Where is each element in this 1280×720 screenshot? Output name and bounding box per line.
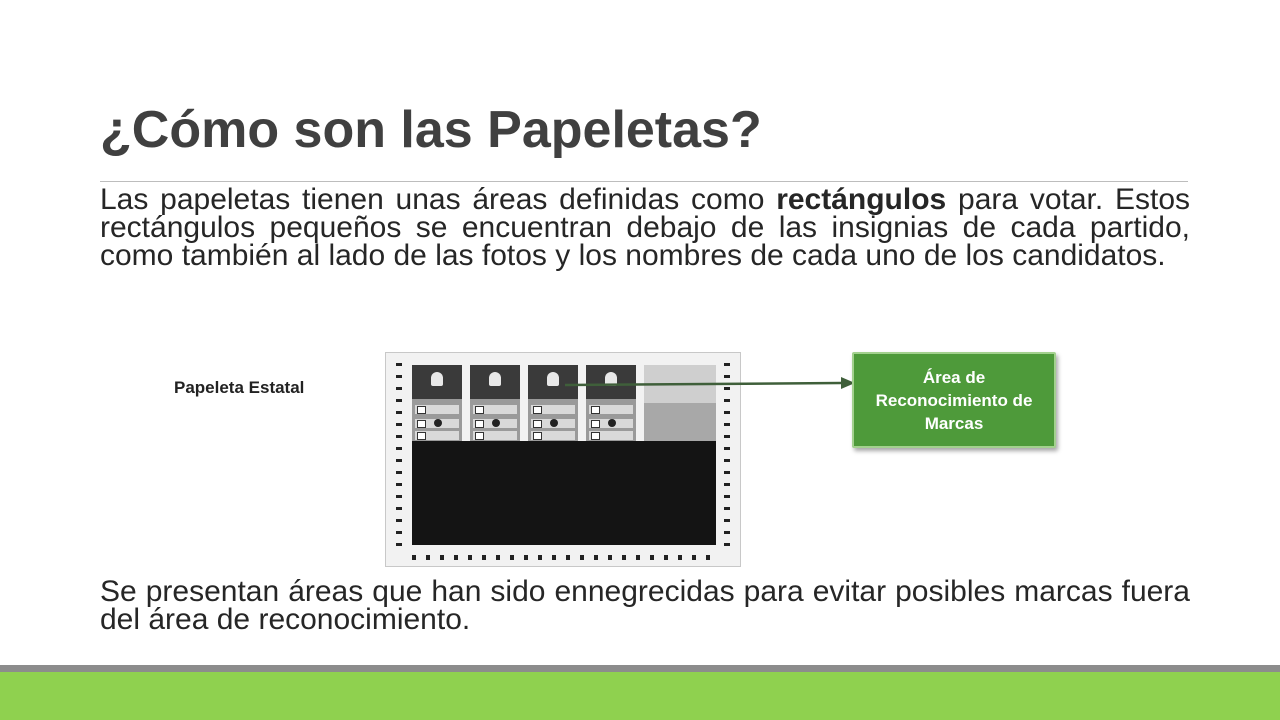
party-emblem-icon (431, 372, 443, 386)
footer-green-band (0, 672, 1280, 720)
callout-text: Área de Reconocimiento de Marcas (875, 367, 1033, 433)
ballot-timing-marks-left (396, 363, 402, 553)
slide-title: ¿Cómo son las Papeletas? (100, 101, 762, 159)
party-column (470, 365, 520, 441)
ballot-timing-marks-bottom (412, 555, 716, 560)
party-emblem-icon (489, 372, 501, 386)
footer-grey-band (0, 665, 1280, 672)
party-column (412, 365, 462, 441)
intro-text-end: para votar. Estos rectángulos pequeños se encuentran debajo de las insignias de cada partido, como también al lado de las fotos y los nombres de cada uno de los candidatos. (100, 183, 1191, 272)
party-emblem-icon (547, 372, 559, 386)
closing-paragraph: Se presentan áreas que han sido ennegrecidas para evitar posibles marcas fuera del área de reconocimiento. (100, 575, 1190, 636)
pointer-arrow (565, 375, 855, 395)
intro-paragraph (100, 183, 1191, 272)
intro-text-start: Las papeletas tienen unas áreas definidas como (100, 183, 777, 216)
ballot-blackened-area (412, 441, 716, 545)
recognition-area-callout (852, 352, 1056, 448)
ballot-write-in-block (644, 403, 716, 441)
intro-bold-term: rectángulos (776, 183, 947, 216)
title-divider (100, 181, 1188, 182)
ballot-label: Papeleta Estatal (174, 378, 305, 397)
